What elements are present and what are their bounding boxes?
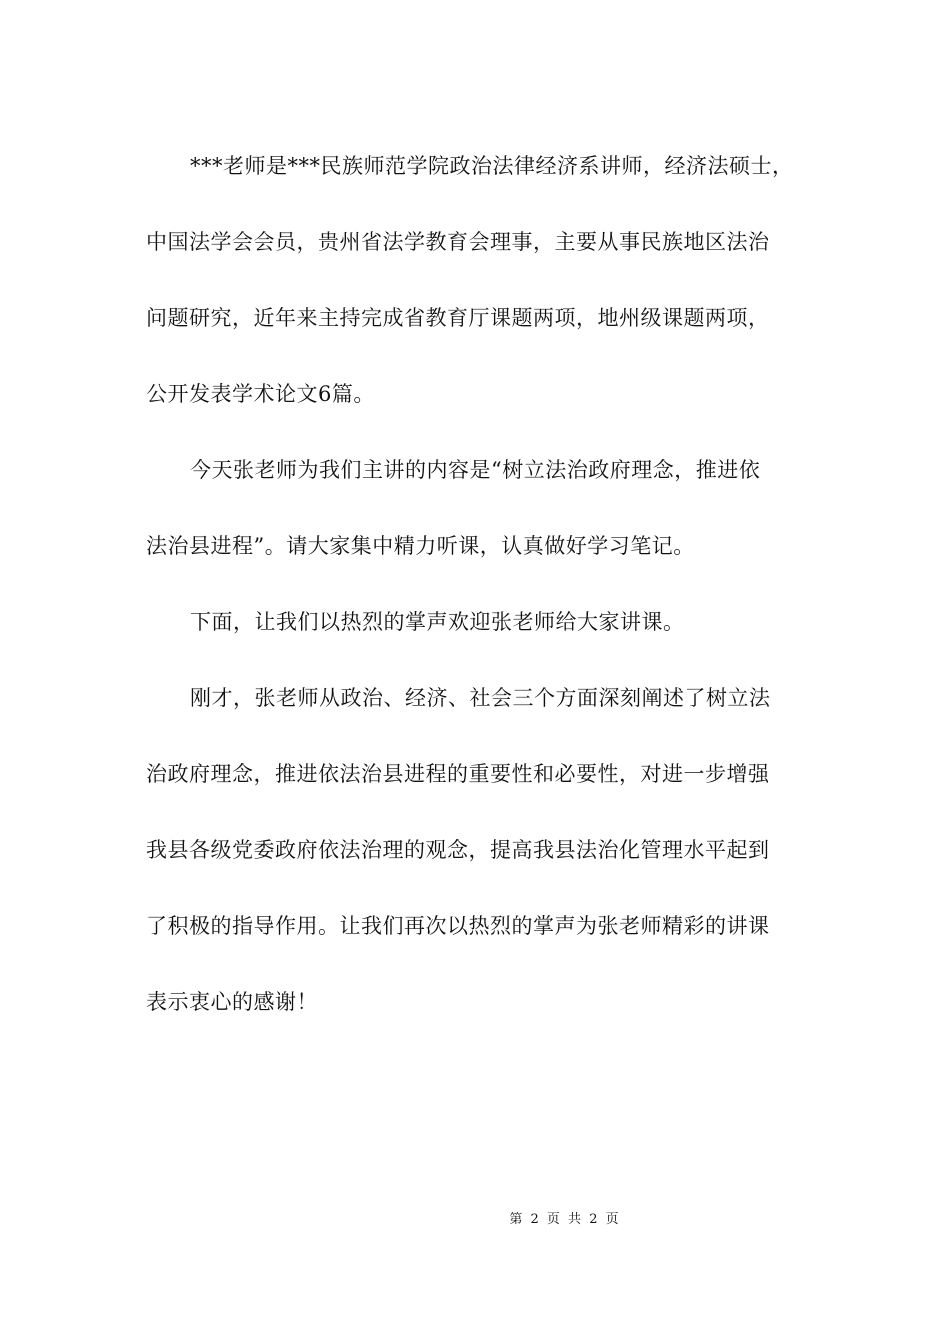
- text-line: 法治县进程”。请大家集中精力听课，认真做好学习笔记。: [146, 534, 695, 558]
- paragraph-closing-remarks: [146, 660, 836, 1040]
- text-line: 我县各级党委政府依法治理的观念，提高我县法治化管理水平起到: [146, 838, 770, 862]
- page-number-footer: 第 2 页 共 2 页: [509, 1212, 621, 1227]
- paragraph-welcome: [146, 584, 836, 660]
- text-line: ***老师是***民族师范学院政治法律经济系讲师，经济法硕士，: [190, 154, 794, 178]
- paragraph-speaker-intro: [146, 128, 836, 432]
- text-line: 刚才，张老师从政治、经济、社会三个方面深刻阐述了树立法: [190, 686, 771, 710]
- text-line: 问题研究，近年来主持完成省教育厅课题两项，地州级课题两项，: [146, 306, 770, 330]
- text-line: 表示衷心的感谢！: [146, 990, 318, 1014]
- text-line: 公开发表学术论文6篇。: [146, 382, 375, 406]
- text-line: 了积极的指导作用。让我们再次以热烈的掌声为张老师精彩的讲课: [146, 914, 770, 938]
- text-line: 治政府理念，推进依法治县进程的重要性和必要性，对进一步增强: [146, 762, 770, 786]
- text-line: 下面，让我们以热烈的掌声欢迎张老师给大家讲课。: [190, 610, 685, 634]
- text-line: 中国法学会会员，贵州省法学教育会理事，主要从事民族地区法治: [146, 230, 770, 254]
- text-line: 今天张老师为我们主讲的内容是“树立法治政府理念，推进依: [190, 458, 761, 482]
- paragraph-lecture-topic: [146, 432, 836, 584]
- document-body: [146, 128, 836, 1040]
